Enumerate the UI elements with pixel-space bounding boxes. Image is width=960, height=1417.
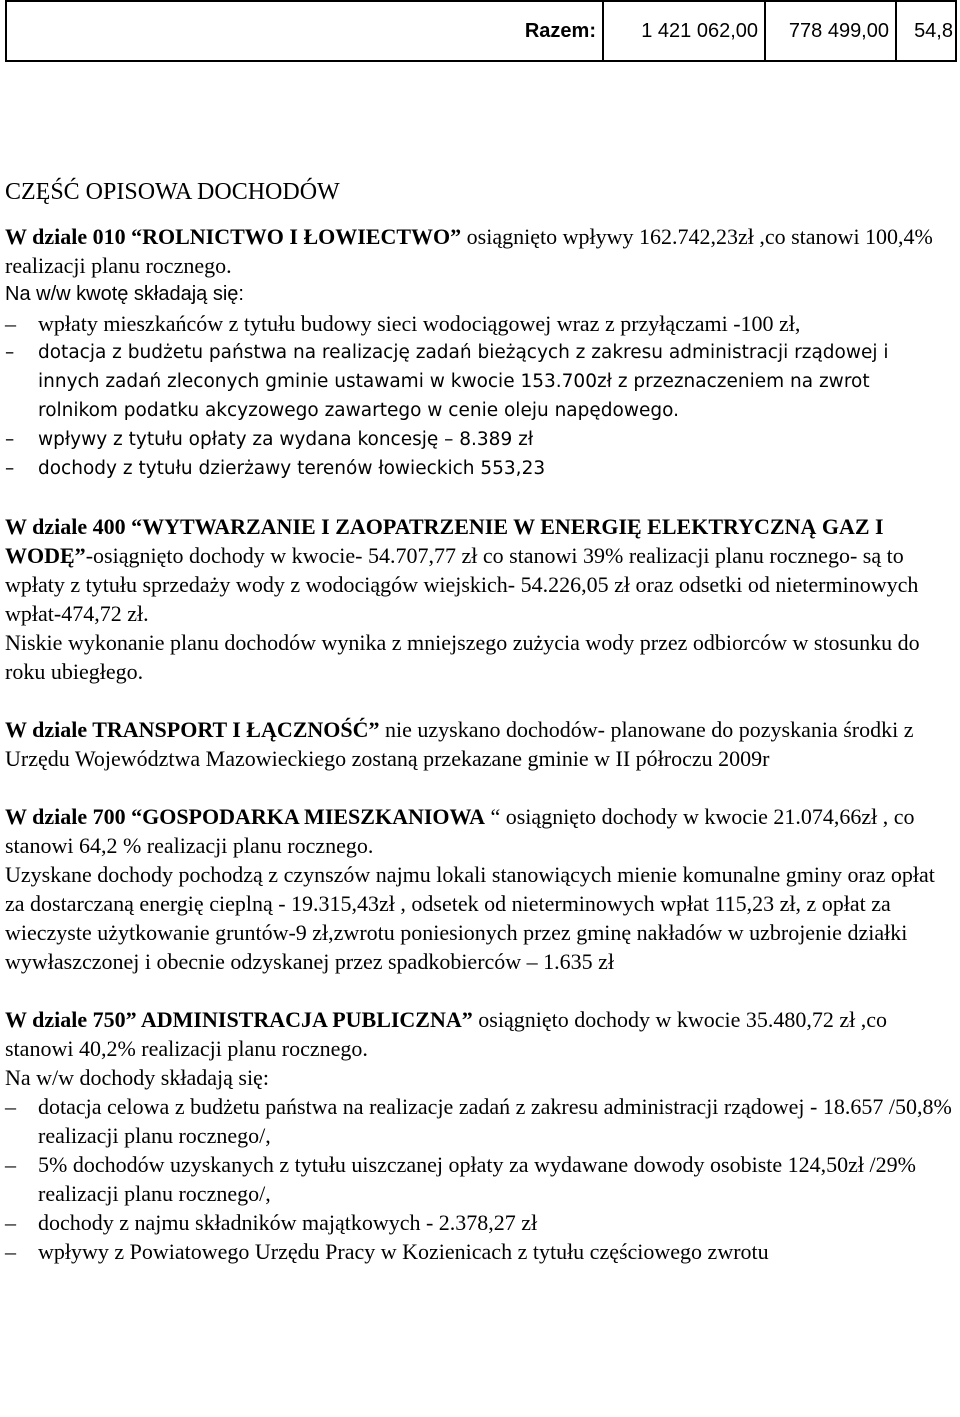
section-text: “ osiągnięto dochody w kwocie 21.074,66zł , co stanowi 64,2 % realizacji planu rocznego. (5, 804, 915, 858)
section-transport (5, 715, 955, 773)
section-text: -osiągnięto dochody w kwocie- 54.707,77 zł co stanowi 39% realizacji planu rocznego- są to wpłaty z tytułu sprzedaży wody z wodociągów wiejskich- 54.226,05 zł oraz odsetki od nieterminowych wpłat-474,72 zł. (5, 543, 919, 626)
spacer (5, 976, 955, 1005)
section-lead: W dziale 700 (5, 804, 132, 829)
section-note: Niskie wykonanie planu dochodów wynika z mniejszego zużycia wody przez odbiorców w stosunku do roku ubiegłego. (5, 630, 920, 684)
list-item: – dochody z najmu składników majątkowych - 2.378,27 zł (5, 1208, 955, 1237)
section-rolnictwo (5, 222, 955, 280)
summary-plan: 1 421 062,00 (603, 1, 765, 61)
summary-label: Razem: (524, 19, 596, 42)
list-item: – 5% dochodów uzyskanych z tytułu uiszczanej opłaty za wydawane dowody osobiste 124,50zł /29% realizacji planu rocznego/, (5, 1150, 955, 1208)
section-energia (5, 512, 955, 628)
list-item: – wpływy z tytułu opłaty za wydana koncesję – 8.389 zł (5, 425, 955, 454)
spacer (5, 483, 955, 512)
spacer (5, 773, 955, 802)
summary-executed: 778 499,00 (765, 1, 896, 61)
list-item: – wpłaty mieszkańców z tytułu budowy sieci wodociągowej wraz z przyłączami -100 zł, (5, 309, 955, 338)
section-intro: Na w/w kwotę składają się: (5, 283, 244, 305)
section-details: Uzyskane dochody pochodzą z czynszów najmu lokali stanowiących mienie komunalne gminy oraz opłat za dostarczaną energię cieplną - 19.315,43zł , odsetek od nieterminowych wpłat 115,23 zł, z opłat za wieczyste użytkowanie gruntów-9 zł,zwrotu poniesionych przez gminę nakładów w uzbrojenie działki wywłaszczonej i obecnie odzyskanej przez spadkobierców – 1.635 zł (5, 862, 935, 974)
section-text: nie uzyskano dochodów- planowane do pozyskania środki z Urzędu Województwa Mazowieckiego zostaną przekazane gminie w II półroczu 2009r (5, 717, 914, 771)
section-lead: W dziale 750” (5, 1007, 141, 1032)
list-item: – dotacja z budżetu państwa na realizację zadań bieżących z zakresu administracji rządowej i innych zadań zleconych gminie ustawami w kwocie 153.700zł z przeznaczeniem na zwrot rolnikom podatku akcyzowego zawartego w cenie oleju napędowego. (5, 338, 955, 425)
list-item: – wpływy z Powiatowego Urzędu Pracy w Kozienicach z tytułu częściowego zwrotu (5, 1237, 955, 1266)
section-administracja (5, 1005, 955, 1063)
summary-table (5, 0, 957, 62)
summary-percent: 54,8 (896, 1, 956, 61)
summary-row (6, 1, 956, 61)
section-lead: W dziale 400 (5, 514, 132, 539)
list-item: – dochody z tytułu dzierżawy terenów łowieckich 553,23 (5, 454, 955, 483)
section-lead: W dziale (5, 717, 93, 742)
section-name: “WYTWARZANIE I ZAOPATRZENIE W ENERGIĘ ELEKTRYCZNĄ GAZ I WODĘ” (5, 514, 884, 568)
section-name: ADMINISTRACJA PUBLICZNA” (140, 1007, 473, 1032)
document-body (5, 172, 955, 1266)
section-name: “ROLNICTWO I ŁOWIECTWO” (131, 224, 462, 249)
section-gospodarka (5, 802, 955, 860)
section-lead: W dziale 010 (5, 224, 132, 249)
section-name: TRANSPORT I ŁĄCZNOŚĆ” (92, 717, 380, 742)
spacer (5, 686, 955, 715)
list-item: – dotacja celowa z budżetu państwa na realizacje zadań z zakresu administracji rządowej - 18.657 /50,8% realizacji planu rocznego/, (5, 1092, 955, 1150)
rolnictwo-list (5, 309, 955, 483)
administracja-list (5, 1092, 955, 1266)
section-intro: Na w/w dochody składają się: (5, 1065, 269, 1090)
section-text: osiągnięto dochody w kwocie 35.480,72 zł ,co stanowi 40,2% realizacji planu rocznego. (5, 1007, 888, 1061)
page-title: CZĘŚĆ OPISOWA DOCHODÓW (5, 179, 340, 205)
section-text: osiągnięto wpływy 162.742,23zł ,co stanowi 100,4% realizacji planu rocznego. (5, 224, 933, 278)
section-name: “GOSPODARKA MIESZKANIOWA (131, 804, 485, 829)
